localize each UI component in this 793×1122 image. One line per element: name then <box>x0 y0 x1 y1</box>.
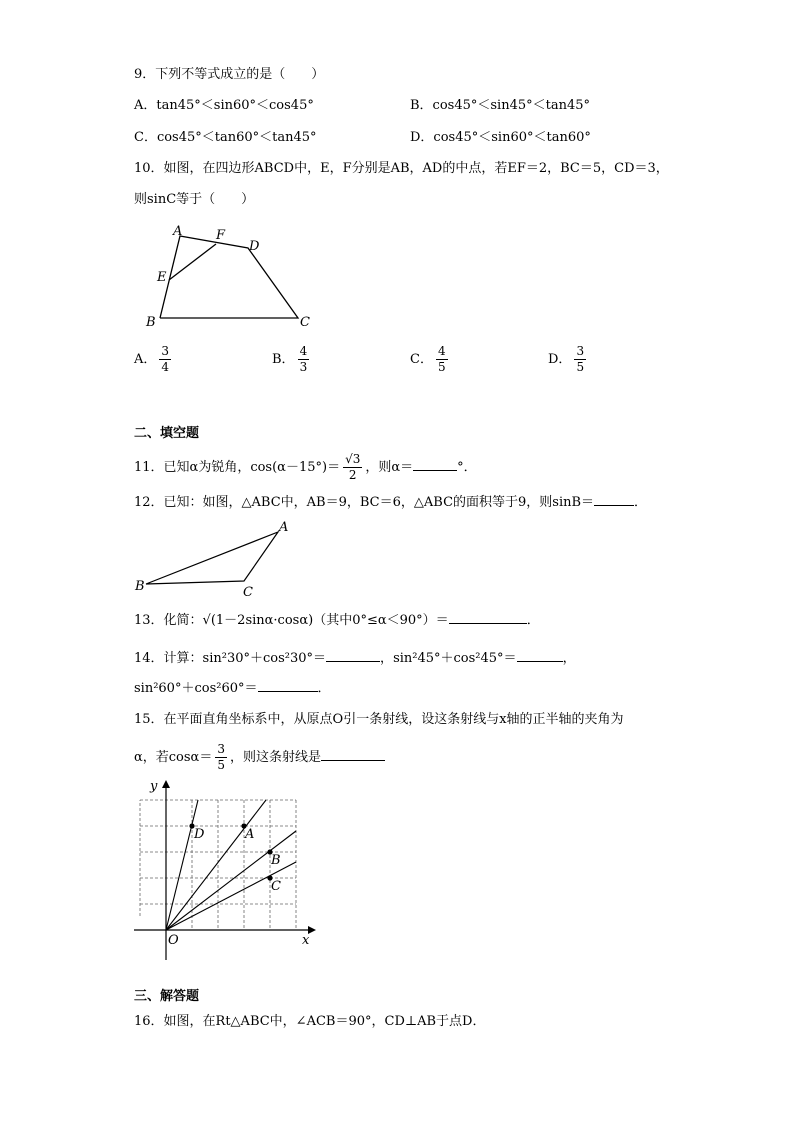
fig15-label-y: y <box>150 779 158 794</box>
q10-stem-2: 则sinC等于（ ） <box>134 192 255 207</box>
q10-stem: 10．如图，在四边形ABCD中，E，F分别是AB，AD的中点，若EF＝2，BC＝5，CD＝3， <box>134 161 669 176</box>
q13-expression: √(1－2sinα·cosα) <box>202 613 314 628</box>
q15-line-2: α，若cosα＝ $\frac{3}{5}$ ，则这条射线是 <box>134 742 385 773</box>
fig15-label-a: A <box>245 827 255 842</box>
q11: 11．已知α为锐角，cos(α－15°)＝ $\frac{√3}{2}$ ，则α＝ °． <box>134 452 477 482</box>
fig15-label-d: D <box>194 827 205 842</box>
q13: 13．化简：√(1－2sinα·cosα)（其中0°≤α＜90°）＝ ． <box>134 613 540 628</box>
q9-option-c: C．cos45°＜tan60°＜tan45° <box>134 130 317 145</box>
q9-option-b: B．cos45°＜sin45°＜tan45° <box>410 98 591 113</box>
fig10-label-e: E <box>157 270 167 285</box>
q9-option-d: D．cos45°＜sin60°＜tan60° <box>410 130 591 145</box>
fig12-label-a: A <box>279 520 289 535</box>
fig10-label-a: A <box>173 224 183 239</box>
fig10-label-f: F <box>216 228 226 243</box>
coordinate-grid-figure <box>128 776 318 962</box>
q15-line-1: 15．在平面直角坐标系中，从原点O引一条射线，设这条射线与x轴的正半轴的夹角为 <box>134 712 624 727</box>
q10-option-a: A． $\frac{3}{4}$ <box>134 344 170 374</box>
section-solutions: 三、解答题 <box>134 989 200 1004</box>
fig12-label-c: C <box>243 585 253 598</box>
q10-option-c: C． $\frac{4}{5}$ <box>410 344 446 374</box>
fig15-label-c: C <box>271 879 281 894</box>
q10-option-d: D． $\frac{3}{5}$ <box>548 344 585 374</box>
fig10-label-d: D <box>249 239 260 254</box>
fig12-label-b: B <box>135 579 145 594</box>
q12: 12．已知：如图，△ABC中，AB＝9，BC＝6，△ABC的面积等于9，则sinB＝ ． <box>134 495 648 510</box>
q14-line-2: sin²60°＋cos²60°＝ ． <box>134 681 331 696</box>
q9-option-a: A．tan45°＜sin60°＜cos45° <box>134 98 314 113</box>
q10-option-b: B． $\frac{4}{3}$ <box>272 344 308 374</box>
section-fill-in: 二、填空题 <box>134 426 200 441</box>
fig15-label-b: B <box>271 853 281 868</box>
q16: 16．如图，在Rt△ABC中，∠ACB＝90°，CD⊥AB于点D． <box>134 1014 486 1029</box>
triangle-figure <box>132 518 297 598</box>
quadrilateral-figure <box>140 222 320 332</box>
fig10-label-c: C <box>300 315 310 330</box>
q14-line-1: 14．计算：sin²30°＋cos²30°＝ ，sin²45°＋cos²45°＝ ， <box>134 651 576 666</box>
fig15-label-o: O <box>168 933 179 948</box>
fig15-label-x: x <box>302 933 310 948</box>
q9-stem: 9．下列不等式成立的是（ ） <box>134 67 325 82</box>
fig10-label-b: B <box>146 315 156 330</box>
